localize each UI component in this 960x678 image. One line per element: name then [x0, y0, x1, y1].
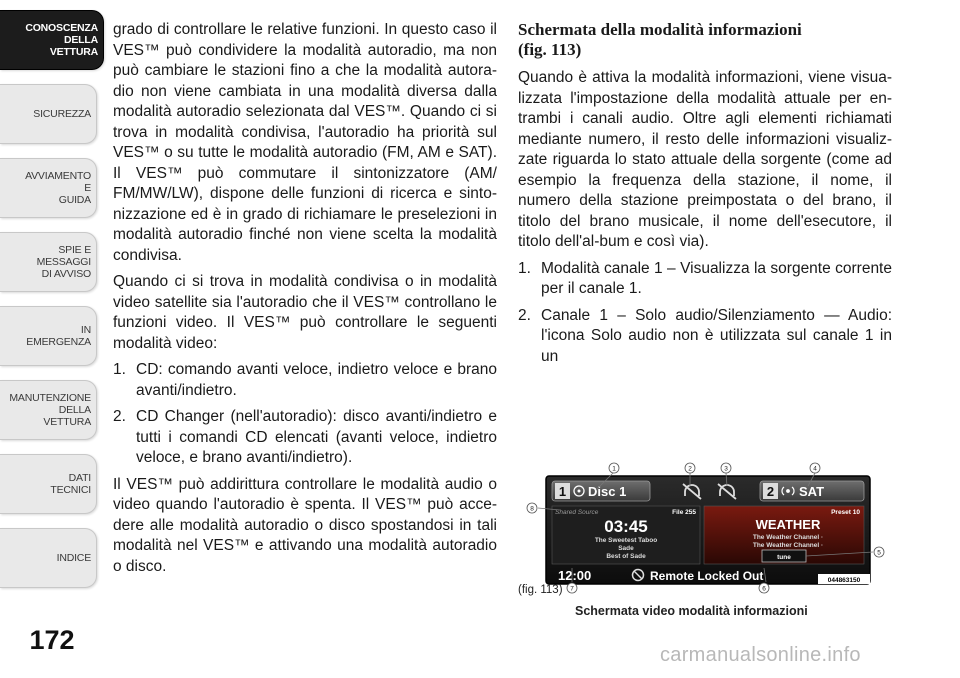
list-number: 2. [113, 408, 126, 425]
callout-number: 7 [570, 585, 574, 593]
callout-2 [685, 463, 695, 473]
info-items-list [518, 259, 892, 368]
callout-8 [527, 503, 537, 513]
weather-title: WEATHER [755, 517, 821, 532]
channel2-badge: 2 [766, 484, 775, 499]
tab-label: INDICE [56, 552, 91, 564]
right-column [518, 20, 892, 373]
tab-label: CONOSCENZA DELLA VETTURA [25, 22, 98, 58]
tab-label: SICUREZZA [33, 108, 91, 120]
image-code: 044863150 [827, 577, 861, 584]
album: Best of Sade [606, 553, 646, 560]
callout-1 [609, 463, 619, 473]
figure-caption: Schermata video modalità informazioni [575, 604, 808, 618]
callout-6 [759, 583, 769, 593]
list-text: CD Changer (nell'autoradio): disco avanti/indietro e tutti i comandi CD elencati (avanti veloce, indietro veloce, e brano avanti/indietro). [136, 408, 497, 466]
list-text: Canale 1 – Solo audio/Silenziamento — Audio: l'icona Solo audio non è utilizzata sul canale 1 in un [541, 306, 892, 365]
channel2-source: SAT [799, 484, 825, 499]
chapter-sidebar [0, 0, 106, 678]
list-item [113, 407, 497, 469]
tab-conoscenza-della-vettura[interactable] [0, 10, 104, 70]
paragraph: Quando ci si trova in modalità condivisa o in modalità video satellite sia l'autoradio che il VES™ controllano le funzioni video. Il VES™ può controllare le seguenti modalità video: [113, 273, 497, 352]
callout-number: 4 [813, 465, 817, 473]
status-message: Remote Locked Out [650, 569, 764, 583]
tab-indice[interactable] [0, 528, 97, 588]
heading-figure-ref: (fig. 113) [518, 40, 582, 59]
track-time: 03:45 [604, 517, 648, 536]
tab-manutenzione[interactable] [0, 380, 97, 440]
callout-3 [721, 463, 731, 473]
tab-label: MANUTENZIONE DELLA VETTURA [9, 392, 91, 428]
track-title: The Sweetest Taboo [594, 537, 658, 544]
list-number: 1. [113, 361, 126, 378]
callout-number: 1 [612, 465, 616, 473]
paragraph: Il VES™ può addirittura controllare le modalità audio o video quando l'autoradio è spenta. Il VES™ può acce-dere alle modalità autoradio o disco spostandosi in tali modalità nel VES™ e attivando una modalità autoradio o disco. [113, 475, 497, 575]
shared-source-label: Shared Source [555, 509, 599, 516]
channel-line-1: The Weather Channel · [752, 534, 824, 541]
list-item [113, 360, 497, 401]
tab-spie-e-messaggi[interactable] [0, 232, 97, 292]
callout-number: 3 [724, 465, 728, 473]
channel1-source: Disc 1 [588, 484, 627, 499]
tab-label: DATI TECNICI [50, 472, 91, 496]
list-number: 1. [518, 259, 531, 277]
tab-label: SPIE E MESSAGGI DI AVVISO [36, 244, 91, 280]
tune-button-label: tune [777, 554, 791, 561]
callout-7 [567, 583, 577, 593]
callout-5 [874, 547, 884, 557]
heading-line: Schermata della modalità informazioni [518, 20, 802, 39]
callout-4 [810, 463, 820, 473]
paragraph: Quando è attiva la modalità informazioni, viene visua-lizzata l'impostazione della modalità attuale per en-trambi i canali audio. Oltre agli elementi richiamati mediante numero, il resto delle informazioni visualiz-zate riguarda lo stato attuale della sorgente (come ad esempio la frequenza della stazione, il nome, il numero della stazione preimpostata o del brano, il titolo del brano musicale, il nome dell'esecutore, il titolo dell'al-bum e così via). [518, 69, 892, 250]
tab-label: AVVIAMENTO E GUIDA [25, 170, 91, 206]
left-column [113, 20, 497, 583]
tab-in-emergenza[interactable] [0, 306, 97, 366]
clock: 12:00 [558, 568, 592, 583]
callout-number: 2 [688, 465, 692, 473]
file-label: File 255 [672, 509, 696, 516]
list-number: 2. [518, 306, 531, 324]
artist: Sade [618, 545, 634, 552]
channel-line-2: The Weather Channel · [752, 542, 824, 549]
preset-label: Preset 10 [831, 509, 860, 516]
list-item [518, 259, 892, 300]
paragraph: grado di controllare le relative funzioni. In questo caso il VES™ può condividere la modalità autoradio, ma non può cambiare le stazioni fino a che la modalità autora-dio non viene cambiata in una modalità diversa dalla modalità autoradio selezionata dal VES™. Quando ci si trova in modalità condivisa, l'autoradio ha priorità sul VES™ o su tutte le modalità autoradio (FM, AM e SAT). Il VES™ può commutare il sintonizzatore (AM/ FM/MW/LW), dispone delle funzioni di ricerca e sinto-nizzazione ed è in grado di richiamare le preselezioni in modalità autoradio finché non viene scelta la modalità condivisa. [113, 21, 497, 264]
callout-number: 5 [877, 549, 881, 557]
callout-number: 8 [530, 505, 534, 513]
figure-113 [518, 465, 892, 593]
tab-dati-tecnici[interactable] [0, 454, 97, 514]
list-item [518, 306, 892, 368]
video-modes-list [113, 360, 497, 469]
tab-sicurezza[interactable] [0, 84, 97, 144]
page-number: 172 [29, 625, 75, 655]
callout-number: 6 [762, 585, 766, 593]
section-heading [518, 20, 892, 60]
figure-ref: (fig. 113) [518, 584, 563, 596]
watermark: carmanualsonline.info [660, 644, 861, 666]
tab-label: IN EMERGENZA [26, 324, 91, 348]
list-text: Modalità canale 1 – Visualizza la sorgente corrente per il canale 1. [541, 259, 892, 297]
list-text: CD: comando avanti veloce, indietro veloce e brano avanti/indietro. [136, 361, 497, 399]
callout-bubbles [518, 458, 892, 598]
channel1-badge: 1 [558, 484, 567, 499]
tab-avviamento-e-guida[interactable] [0, 158, 97, 218]
